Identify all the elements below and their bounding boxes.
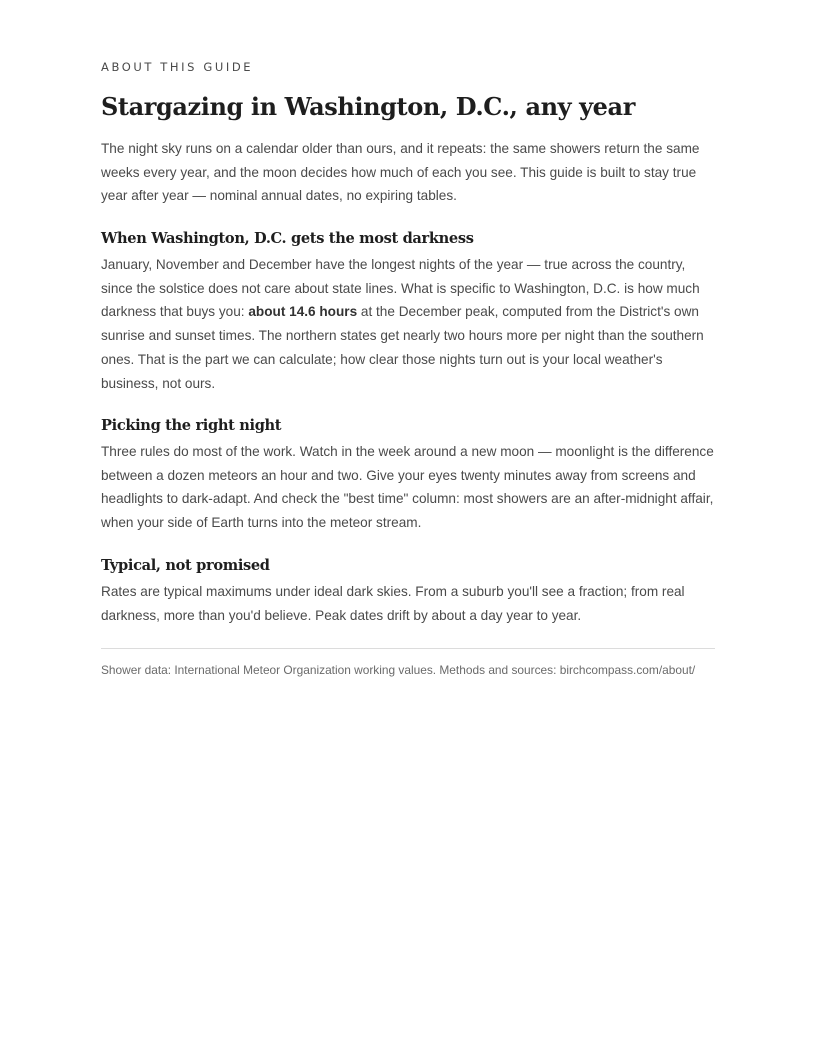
section-body-typical: Rates are typical maximums under ideal dark skies. From a suburb you'll see a fraction; from real darkness, more than you'd believe. Peak dates drift by about a day year to year. bbox=[101, 584, 685, 623]
section-body-right-night: Three rules do most of the work. Watch in the week around a new moon — moonlight is the difference between a dozen meteors an hour and two. Give your eyes twenty minutes away from screens and headlights to dark-adapt. And check the "best time" column: most showers are an after-midnight affair, when your side of Earth turns into the meteor stream. bbox=[101, 444, 714, 531]
darkness-text-start: January, November and December have the longest nights of the year — true across the country, since the solstice does not care about state lines. What is specific to Washington, D.C. is how much darkness that buys you: bbox=[101, 257, 700, 320]
footer-sources: Shower data: International Meteor Organization working values. Methods and sources: birchcompass.com/about/ bbox=[101, 663, 696, 677]
eyebrow-label: ABOUT THIS GUIDE bbox=[101, 60, 254, 74]
darkness-hours-highlight: about 14.6 hours bbox=[248, 304, 358, 320]
section-body-darkness bbox=[101, 253, 715, 395]
section-heading-typical: Typical, not promised bbox=[101, 557, 270, 574]
section-heading-right-night: Picking the right night bbox=[101, 417, 282, 434]
darkness-text-end: at the December peak, computed from the District's own sunrise and sunset times. The northern states get nearly two hours more per night than the southern ones. That is the part we can calculate; how clear those nights turn out is your local weather's business, not ours. bbox=[101, 304, 704, 391]
section-heading-darkness: When Washington, D.C. gets the most darkness bbox=[101, 230, 474, 247]
footer-divider bbox=[101, 648, 715, 649]
intro-paragraph: The night sky runs on a calendar older than ours, and it repeats: the same showers return the same weeks every year, and the moon decides how much of each you see. This guide is built to stay true year after year — nominal annual dates, no expiring tables. bbox=[101, 141, 700, 204]
page-title: Stargazing in Washington, D.C., any year bbox=[101, 92, 635, 121]
